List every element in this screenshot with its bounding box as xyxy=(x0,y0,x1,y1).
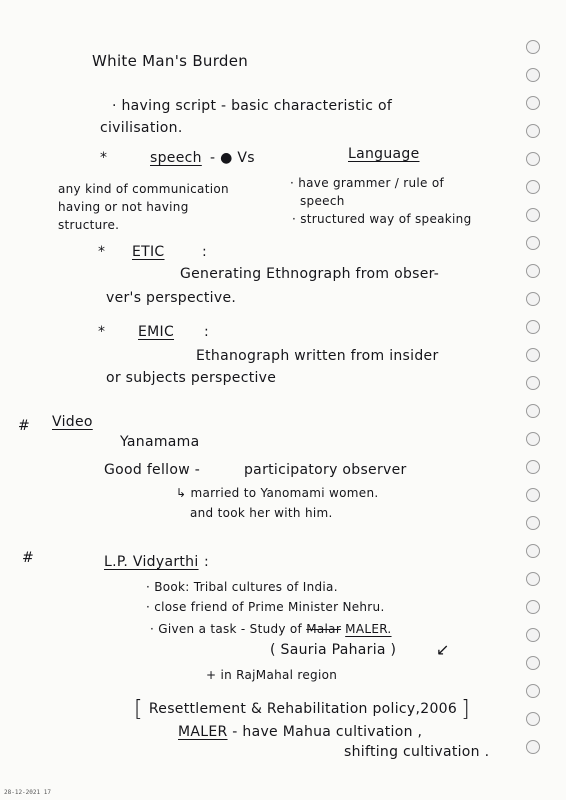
binding-hole-icon xyxy=(526,96,540,110)
vidyarthi-point: · Book: Tribal cultures of India. xyxy=(146,580,338,594)
struck-word: Malar xyxy=(306,622,342,636)
note-line: civilisation. xyxy=(100,120,183,136)
binding-hole-icon xyxy=(526,348,540,362)
video-note: participatory observer xyxy=(244,462,407,478)
vs-text: - ● Vs xyxy=(210,150,255,166)
heading-vidyarthi: L.P. Vidyarthi xyxy=(104,554,199,570)
binding-hole-icon xyxy=(526,292,540,306)
page-title: White Man's Burden xyxy=(92,52,249,70)
binding-hole-icon xyxy=(526,236,540,250)
video-note: ↳ married to Yanomami women. xyxy=(176,486,379,500)
speech-desc: any kind of communication xyxy=(58,182,229,196)
colon: : xyxy=(204,324,210,340)
etic-desc: Generating Ethnograph from obser- xyxy=(180,266,440,282)
binding-hole-icon xyxy=(526,68,540,82)
binding-hole-icon xyxy=(526,180,540,194)
note-text: · having script - basic characteristic of xyxy=(112,98,393,114)
maler-desc: - have Mahua cultivation , xyxy=(232,724,423,740)
binding-hole-icon xyxy=(526,432,540,446)
binding-hole-icon xyxy=(526,488,540,502)
curved-arrow-icon: ↙ xyxy=(436,640,450,659)
video-note: Good fellow - xyxy=(104,462,201,478)
binding-hole-icon xyxy=(526,40,540,54)
language-desc: · structured way of speaking xyxy=(292,212,472,226)
binding-hole-icon xyxy=(526,656,540,670)
heading-speech: speech xyxy=(150,150,202,166)
maler-word: MALER xyxy=(178,724,228,740)
binding-hole-icon xyxy=(526,460,540,474)
bracket-open: [ xyxy=(134,697,143,722)
colon: : xyxy=(204,554,210,570)
binding-hole-icon xyxy=(526,544,540,558)
video-title: Yanamama xyxy=(120,434,200,450)
policy-note xyxy=(134,694,470,722)
bracket-close: ] xyxy=(461,697,470,722)
heading-emic: EMIC xyxy=(138,324,175,340)
bullet-star: * xyxy=(98,244,106,260)
binding-hole-icon xyxy=(526,320,540,334)
hash-mark: # xyxy=(22,550,35,566)
bullet-star: * xyxy=(98,324,106,340)
binding-hole-icon xyxy=(526,516,540,530)
binding-hole-icon xyxy=(526,628,540,642)
maler-word: MALER. xyxy=(345,622,392,636)
policy-text: Resettlement & Rehabilitation policy,2006 xyxy=(148,701,458,717)
scan-timestamp: 28-12-2021 17 xyxy=(4,789,51,796)
binding-hole-icon xyxy=(526,712,540,726)
maler-note xyxy=(178,724,422,740)
language-desc: · have grammer / rule of xyxy=(290,176,444,190)
language-desc: speech xyxy=(300,194,345,208)
vidyarthi-point: · close friend of Prime Minister Nehru. xyxy=(146,600,385,614)
bullet-star: * xyxy=(100,150,108,166)
binding-hole-icon xyxy=(526,600,540,614)
maler-desc: shifting cultivation . xyxy=(344,744,490,760)
region-note: + in RajMahal region xyxy=(206,668,338,682)
speech-desc: having or not having xyxy=(58,200,189,214)
binding-hole-icon xyxy=(526,684,540,698)
note-line xyxy=(112,98,392,114)
hash-mark: # xyxy=(18,418,31,434)
binding-hole-icon xyxy=(526,264,540,278)
emic-desc: or subjects perspective xyxy=(106,370,277,386)
vidyarthi-point xyxy=(150,622,392,636)
binding-hole-icon xyxy=(526,740,540,754)
binding-hole-icon xyxy=(526,208,540,222)
emic-desc: Ethanograph written from insider xyxy=(196,348,439,364)
binding-hole-icon xyxy=(526,572,540,586)
etic-desc: ver's perspective. xyxy=(106,290,237,306)
binding-hole-icon xyxy=(526,404,540,418)
colon: : xyxy=(202,244,208,260)
heading-video: Video xyxy=(52,414,93,430)
video-note: and took her with him. xyxy=(190,506,333,520)
task-text: · Given a task - Study of xyxy=(150,622,303,636)
spiral-binding-holes xyxy=(526,40,552,780)
speech-desc: structure. xyxy=(58,218,120,232)
binding-hole-icon xyxy=(526,152,540,166)
heading-etic: ETIC xyxy=(132,244,165,260)
binding-hole-icon xyxy=(526,376,540,390)
heading-language: Language xyxy=(348,146,420,162)
binding-hole-icon xyxy=(526,124,540,138)
sauria-paharia: ( Sauria Paharia ) xyxy=(270,642,397,658)
